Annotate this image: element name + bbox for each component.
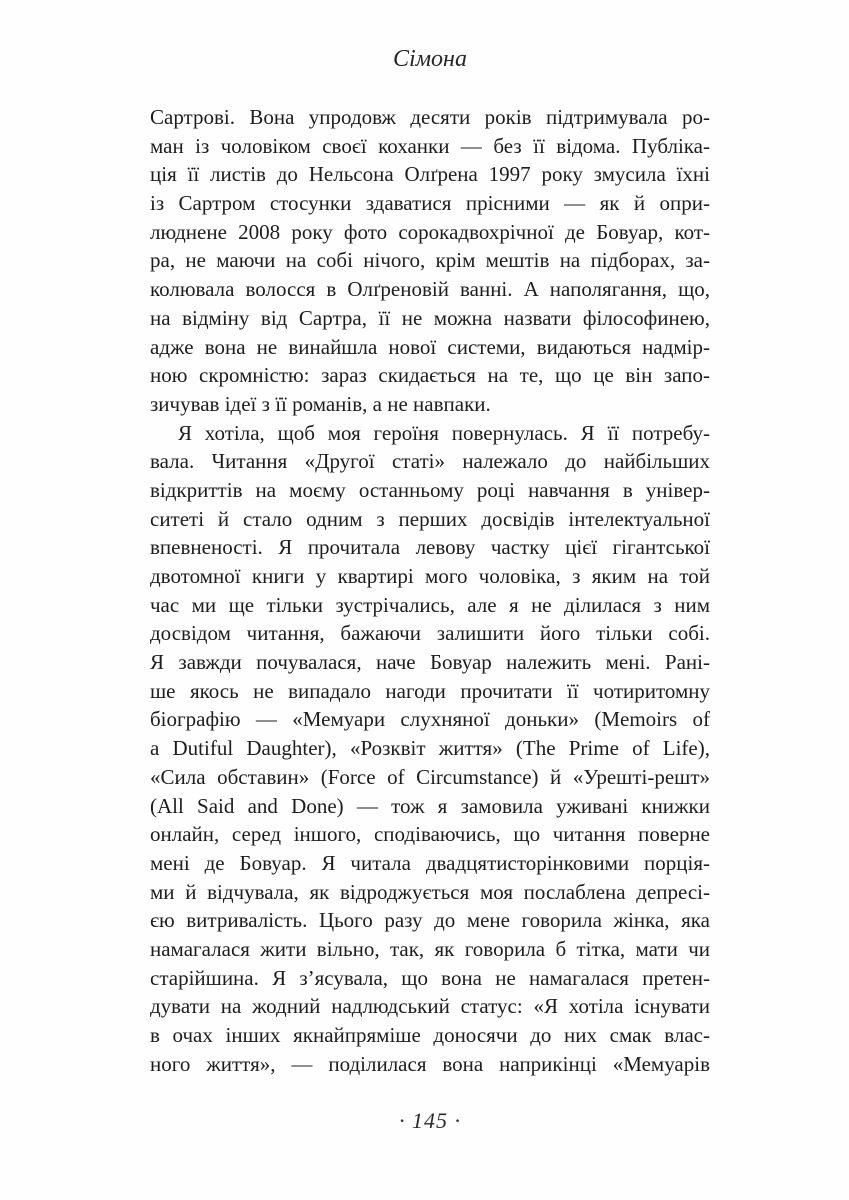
text-line: на відміну від Сартра, її не можна назвати філософинею, <box>150 305 710 330</box>
text-line: ман із чоловіком своєї коханки — без її відома. Публіка- <box>150 133 710 158</box>
text-line: адже вона не винайшла нової системи, видаються надмір- <box>150 334 710 359</box>
text-line: ція її листів до Нельсона Олґрена 1997 року змусила їхні <box>150 162 710 187</box>
text-line: досвідом читання, бажаючи залишити його тільки собі. <box>150 621 710 646</box>
text-line: в очах інших якнайпряміше доносячи до них смак влас- <box>150 1023 710 1047</box>
text-line: люднене 2008 року фото сорокадвохрічної де Бовуар, кот- <box>150 219 710 244</box>
text-line: вала. Читання «Другої статі» належало до найбільших <box>150 449 710 474</box>
text-line: біографію — «Мемуари слухняної доньки» (Memoirs of <box>150 707 710 732</box>
text-line: із Сартром стосунки здаватися прісними — як й опри- <box>150 191 710 216</box>
text-line: ного життя», — поділилася вона наприкінці «Мемуарів <box>150 1051 710 1076</box>
text-line: Сартрові. Вона упродовж десяти років підтримувала ро- <box>150 105 710 129</box>
text-line: колювала волосся в Олґреновій ванні. А наполягання, що, <box>150 277 710 302</box>
text-line: єю витривалість. Цього разу до мене говорила жінка, яка <box>150 908 710 933</box>
text-line: дувати на жодний надлюдський статус: «Я хотіла існувати <box>150 994 710 1019</box>
text-line: час ми ще тільки зустрічались, але я не ділилася з ним <box>150 592 710 617</box>
text-line: старійшина. Я з’ясувала, що вона не намагалася претен- <box>150 965 710 990</box>
text-line: ра, не маючи на собі нічого, крім мештів на підборах, за- <box>150 248 710 273</box>
text-line: Я завжди почувалася, наче Бовуар належить мені. Рані- <box>150 650 710 675</box>
text-line: зичував ідеї з її романів, а не навпаки. <box>150 391 491 416</box>
page-number: · 145 · <box>399 1108 461 1133</box>
text-line: a Dutiful Daughter), «Розквіт життя» (The Prime of Life), <box>150 736 710 761</box>
text-line: ше якось не випадало нагоди прочитати її чотиритомну <box>150 678 710 703</box>
text-line: ситеті й стало одним з перших досвідів інтелектуальної <box>150 506 710 531</box>
running-header: Сімона <box>393 46 467 72</box>
text-line: впевненості. Я прочитала левову частку цієї гігантської <box>150 535 710 560</box>
text-line: відкриттів на моєму останньому році навчання в універ- <box>150 477 710 502</box>
body-text-block <box>150 103 710 1078</box>
text-line: ми й відчувала, як відроджується моя послаблена депресі- <box>150 879 710 904</box>
text-line: мені де Бовуар. Я читала двадцятисторінковими порція- <box>150 850 710 875</box>
text-line: «Сила обставин» (Force of Circumstance) й «Урешті-решт» <box>150 764 710 789</box>
text-line: Я хотіла, щоб моя героїня повернулась. Я її потребу- <box>178 420 710 445</box>
text-line: ною скромністю: зараз скидається на те, що це він запо- <box>150 363 710 388</box>
text-line: онлайн, серед іншого, сподіваючись, що читання поверне <box>150 822 710 847</box>
text-line: (All Said and Done) — тож я замовила уживані книжки <box>150 793 710 818</box>
text-line: двотомної книги у квартирі мого чоловіка, з яким на той <box>150 564 710 588</box>
text-line: намагалася жити вільно, так, як говорила б тітка, мати чи <box>150 936 710 961</box>
